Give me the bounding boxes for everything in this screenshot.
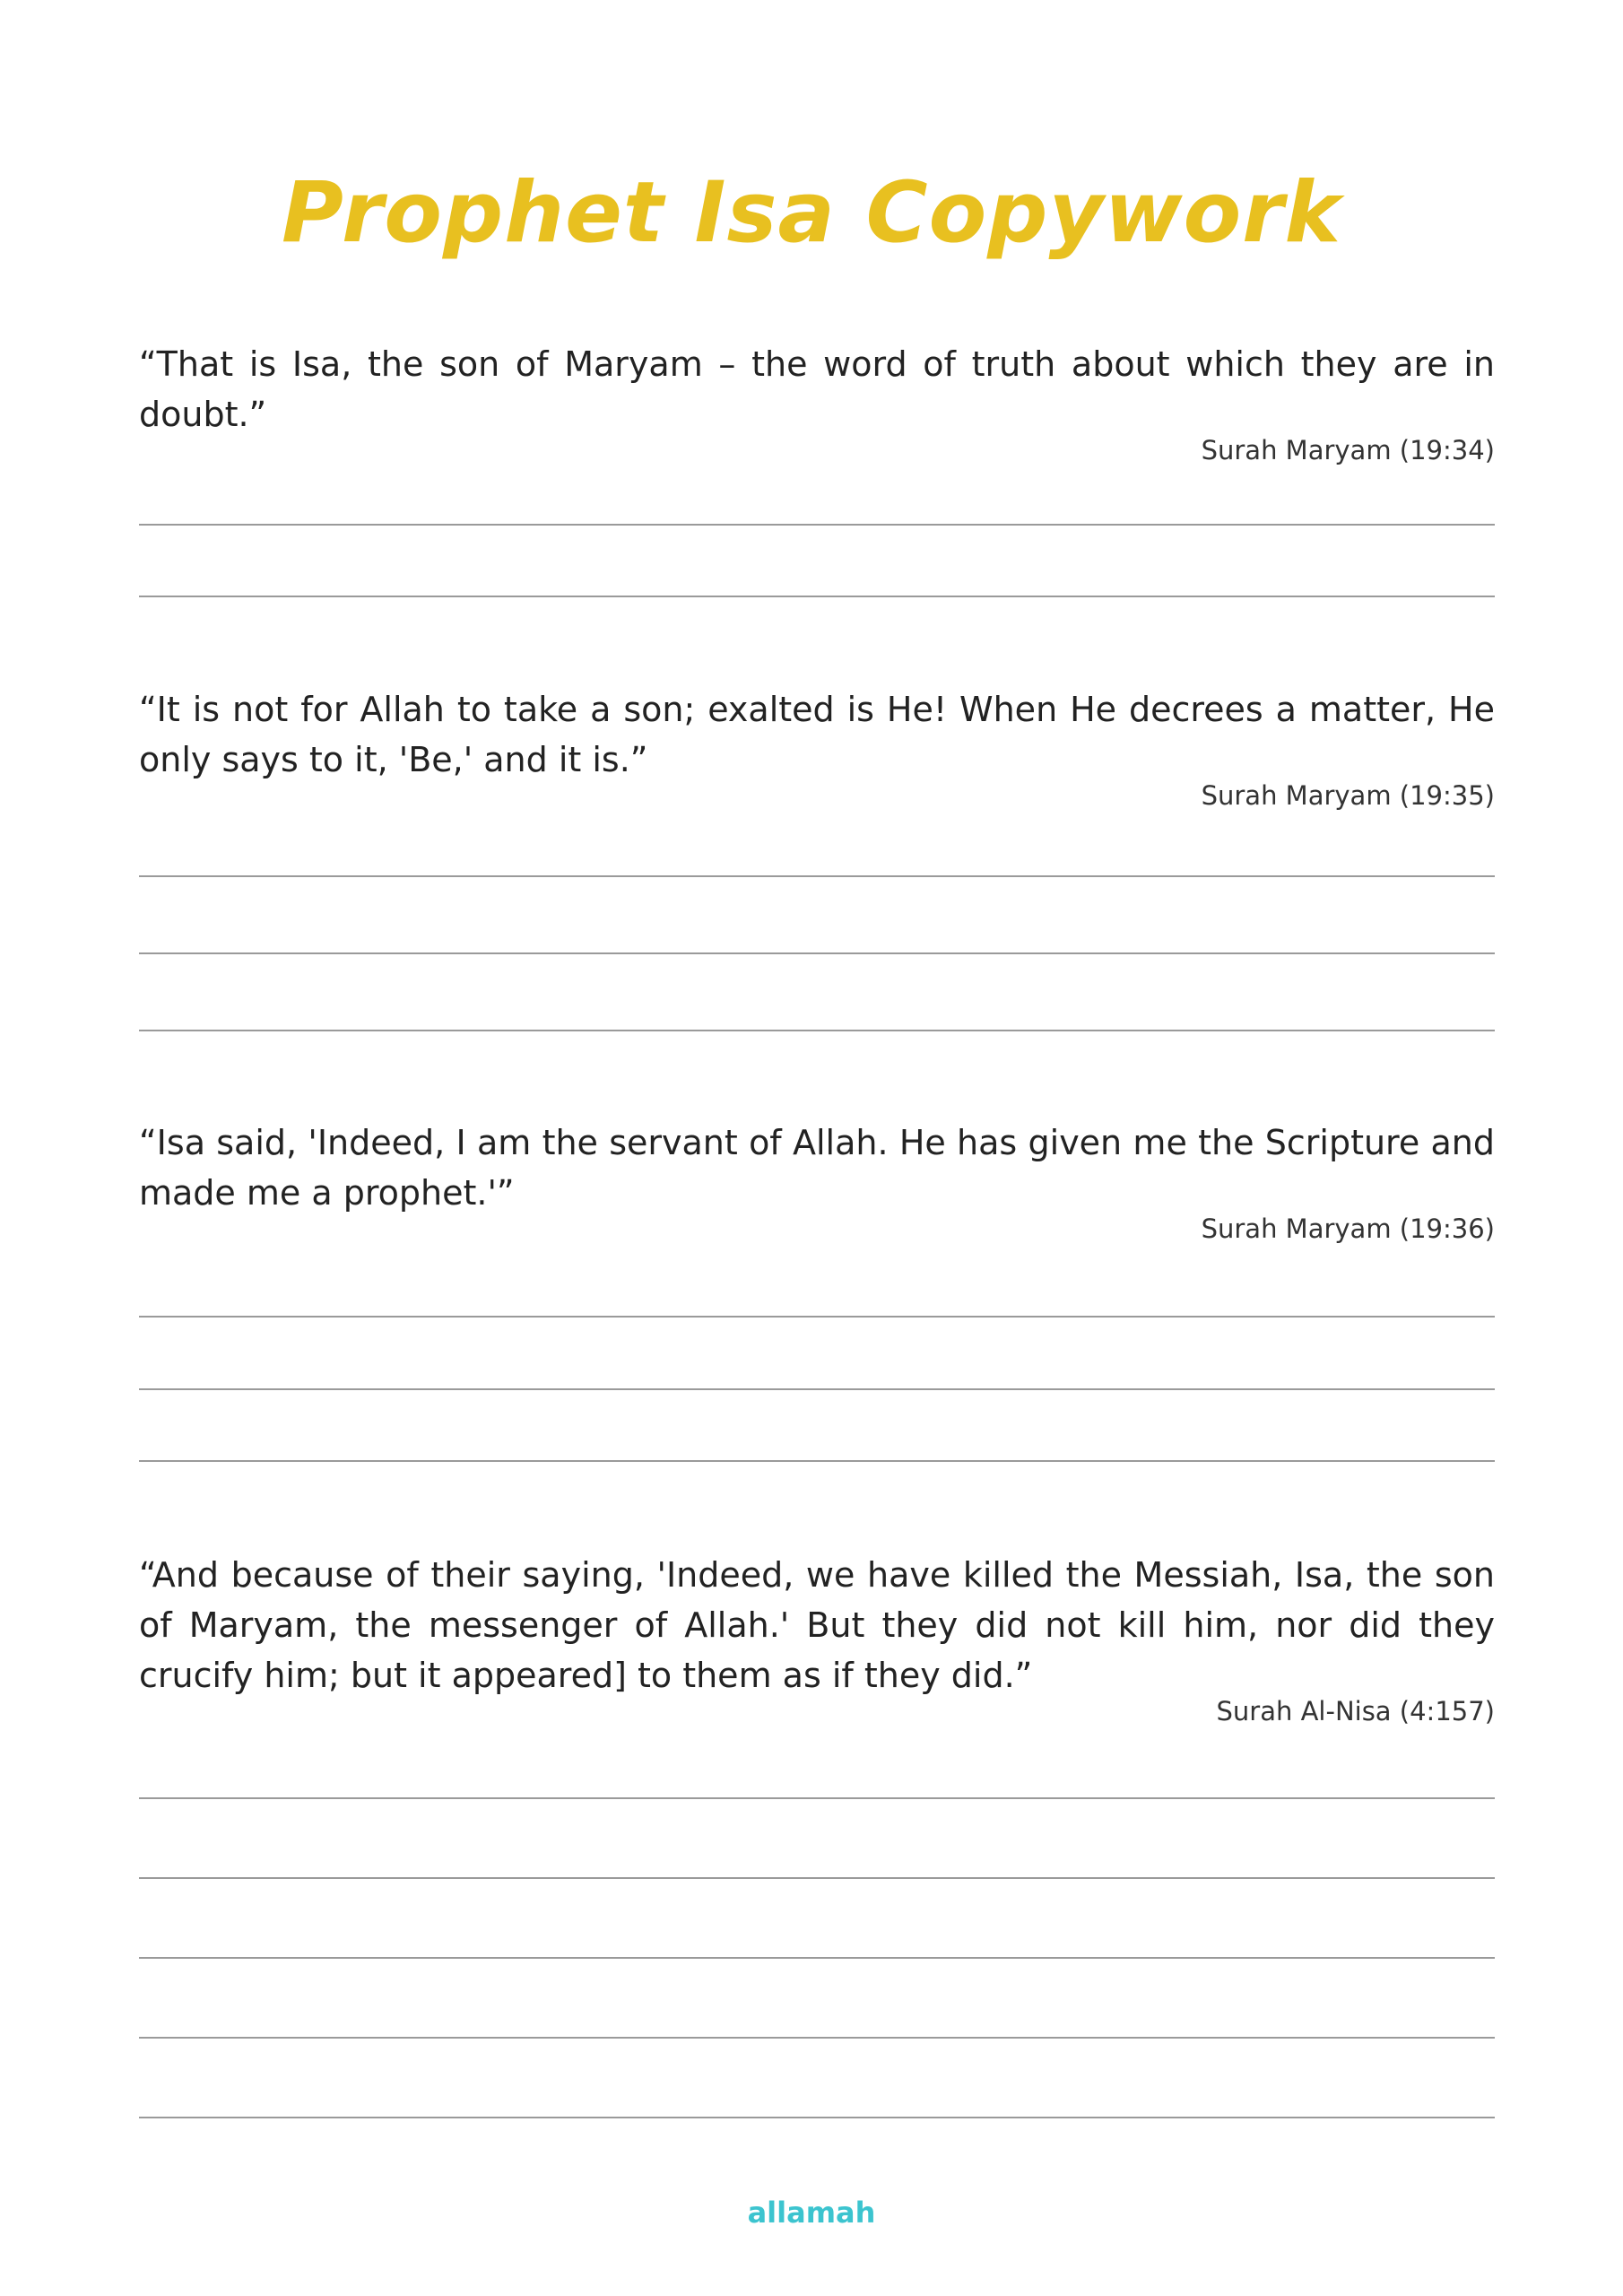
quote-reference: Surah Maryam (19:36) [1201, 1213, 1495, 1244]
writing-line [139, 875, 1495, 877]
writing-line [139, 1030, 1495, 1031]
brand-logo: allamah [747, 2196, 876, 2230]
writing-line [139, 1797, 1495, 1799]
quote-reference: Surah Maryam (19:34) [1201, 435, 1495, 465]
quote-text: “It is not for Allah to take a son; exalted is He! When He decrees a matter, He only says to it, 'Be,' and it is.” [139, 690, 1495, 779]
quote-reference: Surah Al-Nisa (4:157) [1216, 1696, 1495, 1726]
quote-reference: Surah Maryam (19:35) [1201, 780, 1495, 811]
writing-line [139, 2037, 1495, 2039]
page-title: Prophet Isa Copywork [281, 164, 1342, 262]
writing-line [139, 2117, 1495, 2118]
writing-line [139, 1877, 1495, 1879]
writing-line [139, 1957, 1495, 1959]
quote-text: “That is Isa, the son of Maryam – the word of truth about which they are in doubt.” [139, 344, 1495, 434]
writing-line [139, 952, 1495, 954]
writing-line [139, 524, 1495, 526]
writing-line [139, 596, 1495, 597]
writing-line [139, 1388, 1495, 1390]
quote-text: “And because of their saying, 'Indeed, we have killed the Messiah, Isa, the son of Maryam, the messenger of Allah.' But they did not kill him, nor did they crucify him; but it appeared] to them as if they did.” [139, 1555, 1495, 1695]
writing-line [139, 1316, 1495, 1318]
quote-text: “Isa said, 'Indeed, I am the servant of Allah. He has given me the Scripture and made me a prophet.'” [139, 1123, 1495, 1213]
writing-line [139, 1460, 1495, 1462]
